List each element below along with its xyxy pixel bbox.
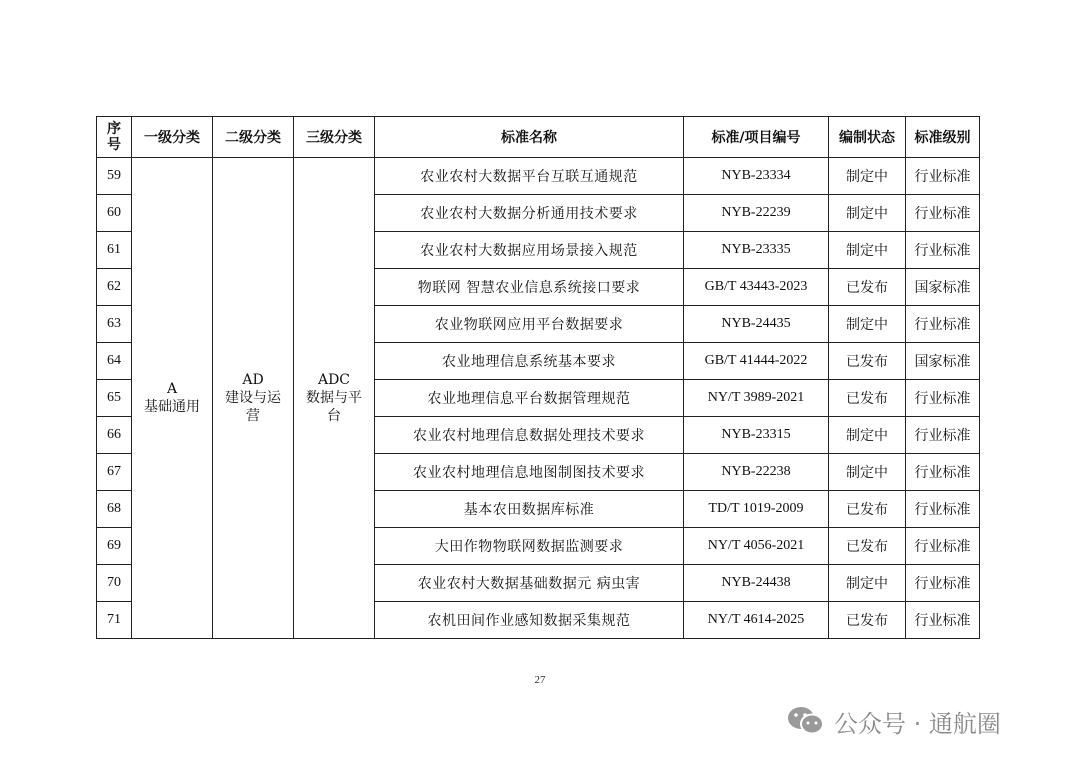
row-status: 制定中 [829,454,906,491]
row-standard-name: 农业农村大数据应用场景接入规范 [375,232,684,269]
header-level3: 三级分类 [294,117,375,158]
row-grade: 行业标准 [906,565,980,602]
row-seq: 66 [97,417,132,454]
row-standard-code: NYB-24438 [684,565,829,602]
row-standard-code: NYB-23335 [684,232,829,269]
row-standard-name: 农业农村地理信息数据处理技术要求 [375,417,684,454]
row-standard-name: 农业地理信息平台数据管理规范 [375,380,684,417]
category-level2: AD 建设与运 营 [213,158,294,639]
row-status: 已发布 [829,343,906,380]
row-standard-name: 农业农村大数据平台互联互通规范 [375,158,684,195]
row-standard-code: GB/T 41444-2022 [684,343,829,380]
row-seq: 63 [97,306,132,343]
row-grade: 国家标准 [906,343,980,380]
row-standard-code: GB/T 43443-2023 [684,269,829,306]
row-grade: 行业标准 [906,491,980,528]
header-grade: 标准级别 [906,117,980,158]
row-status: 制定中 [829,158,906,195]
row-seq: 61 [97,232,132,269]
category-level3: ADC 数据与平 台 [294,158,375,639]
row-status: 已发布 [829,491,906,528]
row-standard-name: 农业农村大数据基础数据元 病虫害 [375,565,684,602]
row-standard-code: NY/T 4056-2021 [684,528,829,565]
row-grade: 行业标准 [906,380,980,417]
row-status: 制定中 [829,195,906,232]
wechat-icon [786,705,826,737]
row-seq: 69 [97,528,132,565]
row-standard-code: NYB-23334 [684,158,829,195]
row-standard-code: NY/T 4614-2025 [684,602,829,639]
header-level2: 二级分类 [213,117,294,158]
row-status: 已发布 [829,602,906,639]
row-standard-name: 农业地理信息系统基本要求 [375,343,684,380]
watermark-text: 公众号 · 通航圈 [834,709,1001,738]
row-status: 已发布 [829,528,906,565]
header-row [97,117,980,158]
row-standard-code: NYB-22238 [684,454,829,491]
row-grade: 国家标准 [906,269,980,306]
row-standard-name: 农业农村大数据分析通用技术要求 [375,195,684,232]
row-standard-name: 农业农村地理信息地图制图技术要求 [375,454,684,491]
row-status: 制定中 [829,417,906,454]
row-seq: 70 [97,565,132,602]
row-grade: 行业标准 [906,306,980,343]
row-status: 制定中 [829,565,906,602]
row-grade: 行业标准 [906,232,980,269]
header-code: 标准/项目编号 [684,117,829,158]
table-row [97,158,980,195]
row-seq: 65 [97,380,132,417]
header-level1: 一级分类 [132,117,213,158]
watermark [786,704,1001,738]
row-standard-name: 农机田间作业感知数据采集规范 [375,602,684,639]
header-status: 编制状态 [829,117,906,158]
row-status: 制定中 [829,306,906,343]
row-standard-code: NYB-23315 [684,417,829,454]
row-grade: 行业标准 [906,528,980,565]
row-standard-name: 物联网 智慧农业信息系统接口要求 [375,269,684,306]
row-seq: 60 [97,195,132,232]
row-seq: 68 [97,491,132,528]
row-standard-code: NYB-22239 [684,195,829,232]
row-seq: 71 [97,602,132,639]
row-standard-code: TD/T 1019-2009 [684,491,829,528]
row-seq: 59 [97,158,132,195]
row-status: 已发布 [829,380,906,417]
row-grade: 行业标准 [906,417,980,454]
row-seq: 62 [97,269,132,306]
row-standard-name: 大田作物物联网数据监测要求 [375,528,684,565]
row-grade: 行业标准 [906,454,980,491]
row-standard-name: 基本农田数据库标准 [375,491,684,528]
header-seq [97,117,132,158]
row-standard-code: NY/T 3989-2021 [684,380,829,417]
row-seq: 67 [97,454,132,491]
row-grade: 行业标准 [906,602,980,639]
row-status: 已发布 [829,269,906,306]
row-standard-code: NYB-24435 [684,306,829,343]
header-name: 标准名称 [375,117,684,158]
header-seq-text: 序 号 [107,121,121,153]
standards-table [96,116,980,639]
row-status: 制定中 [829,232,906,269]
page-number: 27 [534,674,546,686]
row-grade: 行业标准 [906,195,980,232]
row-grade: 行业标准 [906,158,980,195]
row-seq: 64 [97,343,132,380]
category-level1: A 基础通用 [132,158,213,639]
row-standard-name: 农业物联网应用平台数据要求 [375,306,684,343]
